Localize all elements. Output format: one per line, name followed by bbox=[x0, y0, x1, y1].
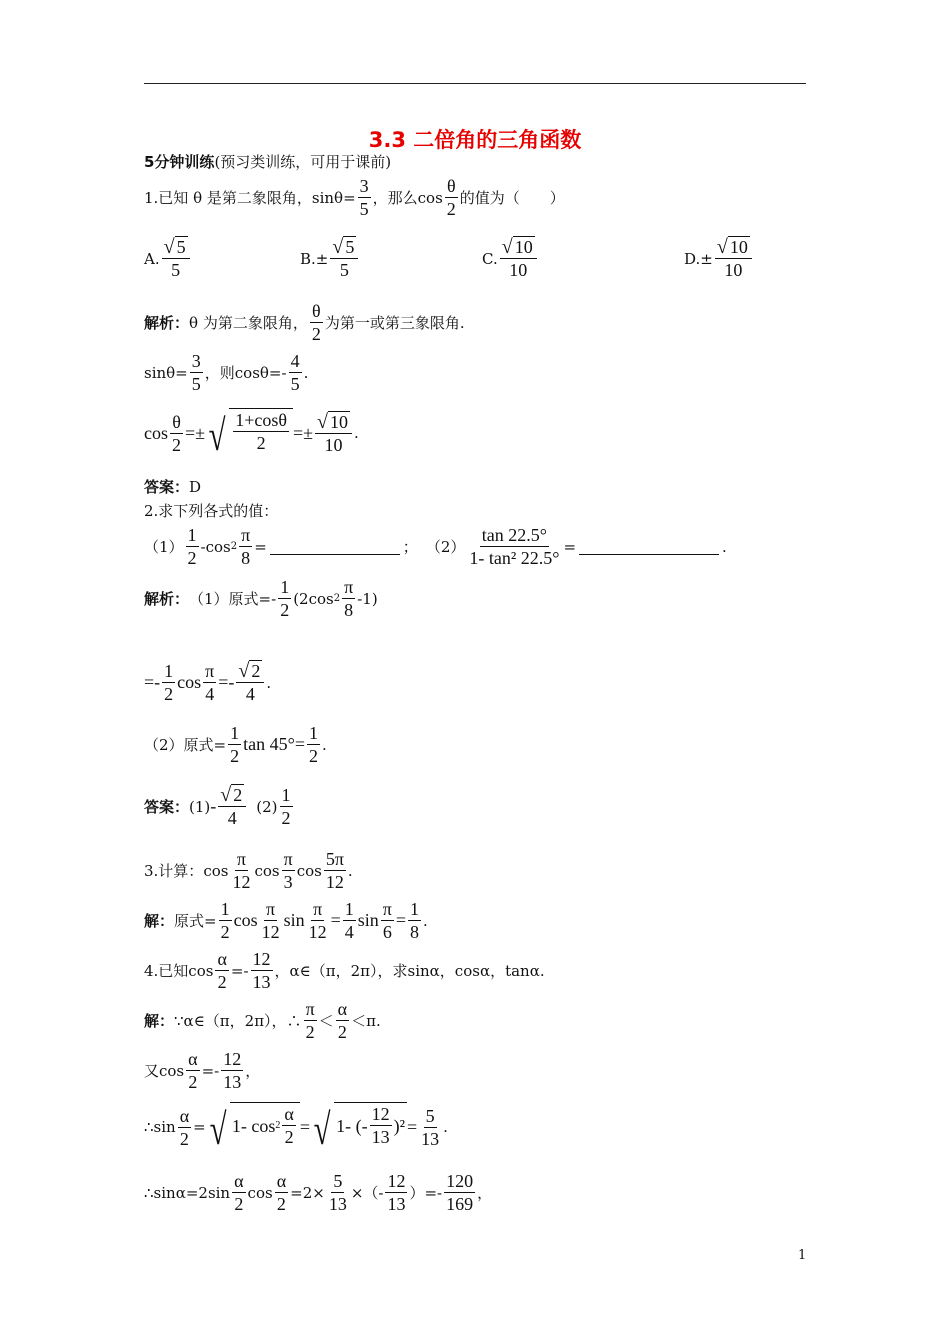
page-title: 3.3 二倍角的三角函数 bbox=[368, 128, 582, 152]
q4-solution-line2: 又cos $\frac{\alpha}{2}$ =- $\frac{12}{13}$ ， bbox=[144, 1049, 261, 1092]
section-label: 5分钟训练 bbox=[144, 153, 215, 171]
q1-option-b: B.± √ 5 5 bbox=[300, 236, 360, 281]
q2-answer: 答案： (1) - √ 2 4 (2) $\frac{1}{2}$ bbox=[144, 784, 291, 828]
q2-stem: 2.求下列各式的值： bbox=[144, 502, 279, 520]
q1-stem-b: ，那么cos bbox=[372, 189, 443, 207]
q3-solution: 解： 原式= $\frac{1}{2}$ cos $\frac{\pi}{12}$ sin $\frac{\pi}{12}$ = $\frac{1}{4}$ sin $\frac{\pi}{6}$ = $\frac{1}{8}$ . bbox=[144, 899, 428, 942]
q1-stem-c: 的值为（ ） bbox=[459, 189, 565, 207]
q4-solution-line3: ∴sin $\frac{\alpha}{2}$ = √ 1- cos 2 $\frac{\alpha}{2}$ = √ 1- (- $\frac{12}{13}$ )² = $\frac{5}{13}$ . bbox=[144, 1104, 448, 1154]
q1-option-a: A. √ 5 5 bbox=[144, 236, 192, 281]
q2-analysis-line2: =- $\frac{1}{2}$ cos $\frac{\pi}{4}$ =- √ 2 4 . bbox=[144, 660, 272, 704]
q4-stem: 4.已知cos $\frac{\alpha}{2}$ =- $\frac{12}{13}$ ，α∈（π，2π），求sinα，cosα，tanα. bbox=[144, 949, 545, 992]
section-note: (预习类训练，可用于课前) bbox=[214, 153, 392, 171]
q4-solution-line4: ∴sinα=2sin $\frac{\alpha}{2}$ cos $\frac{\alpha}{2}$ =2× $\frac{5}{13}$ ×（- $\frac{12}{13}$ ）=- $\frac{120}{169}$ ， bbox=[144, 1171, 493, 1214]
q3-stem: 3.计算： cos $\frac{\pi}{12}$ cos $\frac{\pi}{3}$ cos $\frac{5\pi}{12}$ . bbox=[144, 849, 353, 892]
page-number: 1 bbox=[798, 1248, 807, 1263]
q1-analysis: 解析： θ 为第二象限角， $\frac{\theta}{2}$ 为第一或第三象限角. bbox=[144, 301, 465, 344]
q1-option-d: D.± √ 10 10 bbox=[684, 236, 754, 281]
q1-sin-fraction: $\frac{3}{5}$ bbox=[359, 176, 369, 219]
q1-option-c: C. √ 10 10 bbox=[482, 236, 539, 281]
q1-cos-fraction: $\frac{\theta}{2}$ bbox=[446, 176, 456, 219]
q2-analysis-line3: （2）原式= $\frac{1}{2}$ tan 45° = $\frac{1}{2}$ . bbox=[144, 723, 327, 766]
q1-analysis-line2: sinθ= $\frac{3}{5}$ ，则cosθ=- $\frac{4}{5}$ . bbox=[144, 351, 309, 394]
q2-p1-blank[interactable] bbox=[270, 538, 400, 555]
q2-parts: （1） $\frac{1}{2}$ -cos 2 $\frac{\pi}{8}$ = ； （2） $\frac{\tan 22.5^\circ}{\text{1- tan² 22.5°}}$ = . bbox=[144, 525, 727, 568]
q1-analysis-line3: cos $\frac{\theta}{2}$ =± √ $\frac{1+\cos\theta}{2}$ =± √ 10 10 . bbox=[144, 410, 359, 460]
q1-answer: 答案： D bbox=[144, 477, 202, 496]
q4-solution: 解： ∵α∈（π，2π），∴ $\frac{\pi}{2}$ ＜ $\frac{\alpha}{2}$ ＜π. bbox=[144, 999, 381, 1042]
header-rule bbox=[144, 83, 806, 84]
q2-analysis: 解析： （1）原式=- $\frac{1}{2}$ (2cos 2 $\frac{\pi}{8}$ -1) bbox=[144, 577, 378, 620]
q1-stem bbox=[144, 175, 565, 220]
q2-p2-blank[interactable] bbox=[579, 538, 719, 555]
q1-stem-a: 1.已知 θ 是第二象限角，sinθ= bbox=[144, 189, 356, 207]
section-heading bbox=[144, 151, 391, 172]
